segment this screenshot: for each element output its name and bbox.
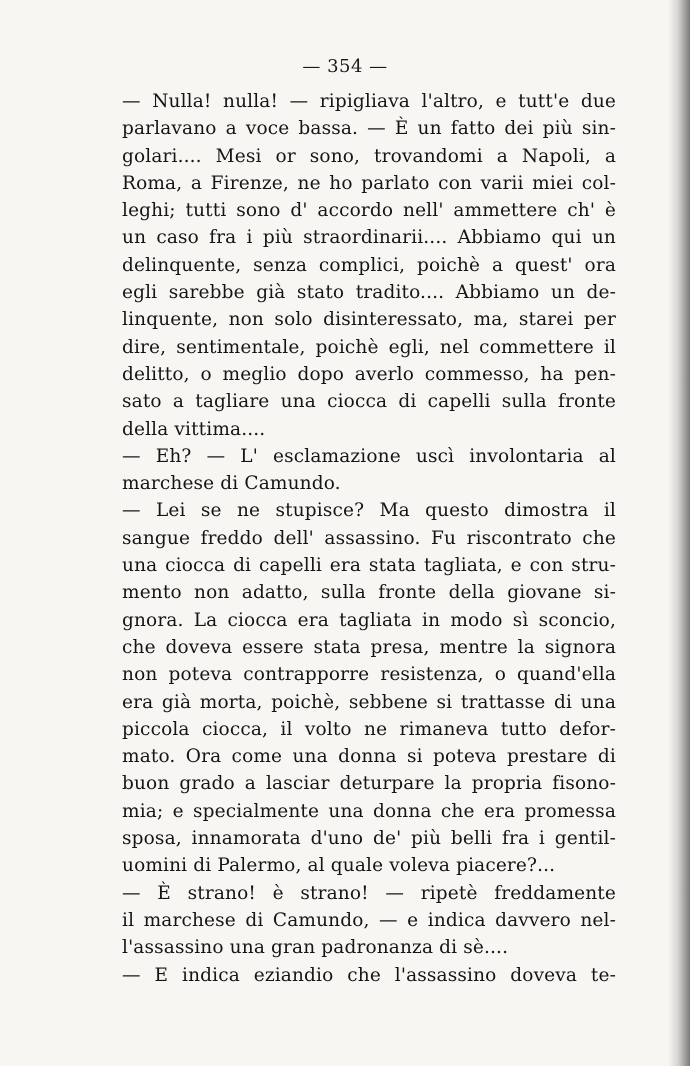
text-line: linquente, non solo disinteressato, ma, starei per xyxy=(122,309,616,331)
text-line: il marchese di Camundo, — e indica davvero nel- xyxy=(122,909,616,931)
text-line: parlavano a voce bassa. — È un fatto dei più sin- xyxy=(122,118,616,140)
text-line: un caso fra i più straordinarii.... Abbiamo qui un xyxy=(122,227,616,249)
text-line: uomini di Palermo, al quale voleva piacere?... xyxy=(122,855,556,877)
binding-shadow xyxy=(668,0,690,1066)
text-line: mia; e specialmente una donna che era promessa xyxy=(122,800,616,822)
text-line: leghi; tutti sono d' accordo nell' ammettere ch' è xyxy=(122,200,616,222)
text-line: — E indica eziandio che l'assassino doveva te- xyxy=(122,964,616,986)
body-text xyxy=(122,88,616,989)
text-line: — Nulla! nulla! — ripigliava l'altro, e tutt'e due xyxy=(122,91,616,112)
text-line: della vittima.... xyxy=(122,418,266,440)
text-line: dire, sentimentale, poichè egli, nel commettere il xyxy=(122,336,616,358)
text-line: — Lei se ne stupisce? Ma questo dimostra il xyxy=(122,500,616,522)
text-line: — È strano! è strano! — ripetè freddamente xyxy=(122,882,616,904)
text-line: mato. Ora come una donna si poteva prestare di xyxy=(122,746,616,768)
text-line: — Eh? — L' esclamazione uscì involontaria al xyxy=(122,445,616,467)
text-line: egli sarebbe già stato tradito.... Abbiamo un de- xyxy=(122,282,616,304)
text-line: Roma, a Firenze, ne ho parlato con varii miei col- xyxy=(122,172,616,194)
page-number: — 354 — xyxy=(302,56,388,77)
text-line: golari.... Mesi or sono, trovandomi a Napoli, a xyxy=(122,145,616,167)
text-line: buon grado a lasciar deturpare la propria fisono- xyxy=(122,773,616,795)
text-line: una ciocca di capelli era stata tagliata, e con stru- xyxy=(122,555,616,577)
text-line: non poteva contrapporre resistenza, o quand'ella xyxy=(122,664,616,686)
text-line: marchese di Camundo. xyxy=(122,473,341,495)
text-line: che doveva essere stata presa, mentre la signora xyxy=(122,636,616,658)
text-line: delinquente, senza complici, poichè a quest' ora xyxy=(122,254,616,276)
text-line: sato a tagliare una ciocca di capelli sulla fronte xyxy=(122,391,616,413)
text-line: gnora. La ciocca era tagliata in modo sì sconcio, xyxy=(122,609,616,631)
text-line: era già morta, poichè, sebbene si trattasse di una xyxy=(122,691,616,713)
text-line: l'assassino una gran padronanza di sè.... xyxy=(122,937,509,959)
text-line: sangue freddo dell' assassino. Fu riscontrato che xyxy=(122,527,616,549)
text-line: mento non adatto, sulla fronte della giovane si- xyxy=(122,582,616,604)
text-line: delitto, o meglio dopo averlo commesso, ha pen- xyxy=(122,363,616,385)
text-line: sposa, innamorata d'uno de' più belli fra i gentil- xyxy=(122,828,616,850)
text-line: piccola ciocca, il volto ne rimaneva tutto defor- xyxy=(122,718,616,740)
